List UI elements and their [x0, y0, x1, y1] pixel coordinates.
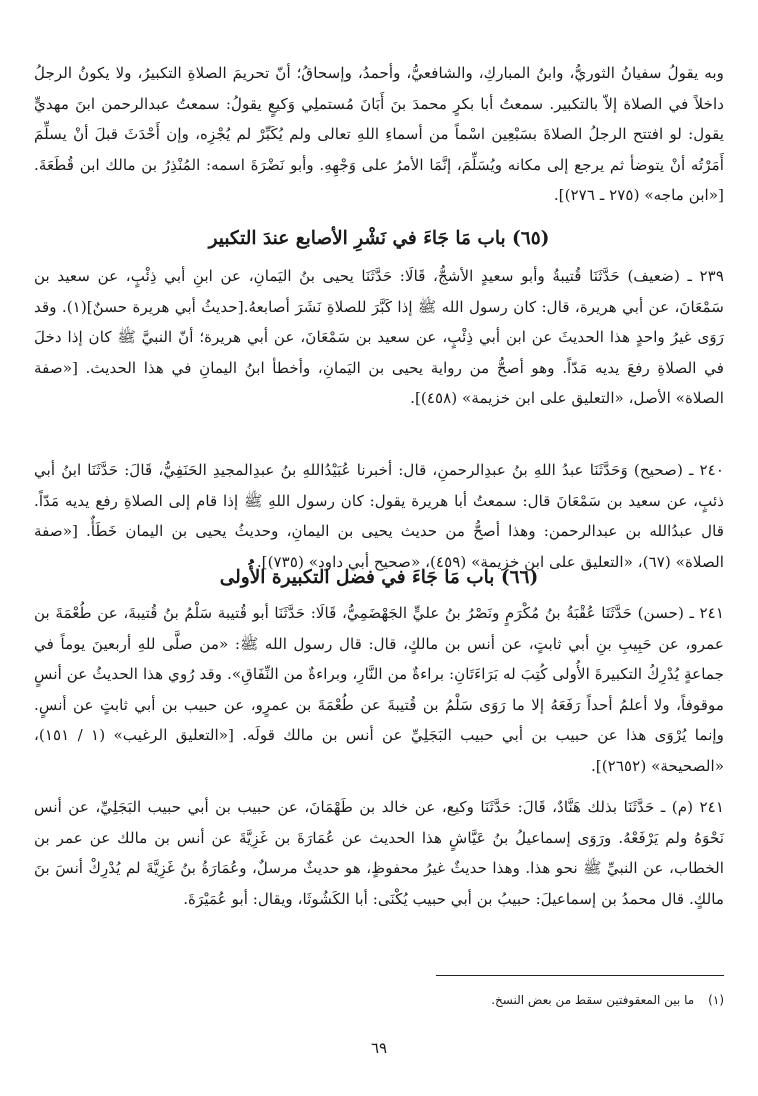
footnote-text: ما بين المعقوفتين سقط من بعض النسخ. [491, 993, 695, 1007]
chapter-66-heading: (٦٦) باب مَا جَاءَ في فضل التكبيرة الأُولى [219, 567, 539, 588]
intro-paragraph: وبه يقولُ سفيانُ الثوريُّ، وابنُ المباركِ، والشافعيُّ، وأحمدُ، وإسحاقُ؛ أنّ تحريمَ الصلاةِ التكبيرُ، ولا يكونُ الرجلُ داخلاً في الصلاة إلاّ بالتكبير. سمعتُ أبا بكرٍ محمدَ بنَ أَبَانَ مُستملِي وَكيعٍ يقولُ: سمعتُ عبدالرحمن ابنَ مهديٍّ يقول: لو افتتح الرجلُ الصلاةَ بسَبْعِين اسْماً من أسماءِ اللهِ تعالى ولم يُكَبِّرْ لم يُجْزِه، وإن أَحْدَثَ قبلَ أنْ يسلِّمَ أَمَرْتُه أنْ يتوضأ ثم يرجع إلى مكانه ويُسَلِّمَ، إنَّمَا الأمرُ على وَجْهِهِ. وأبو نَضْرَةَ اسمه: المُنْذِرُ بن مالك ابن قُطَعَةَ. [«ابن ماجه» (٢٧٥ ـ ٢٧٦)]. [34, 64, 724, 204]
page-number: ٦٩ [370, 1039, 388, 1057]
hadith-241m-paragraph: ٢٤١ (م) ـ حَدَّثَنَا بذلك هَنَّادٌ، قَالَ: حَدَّثَنَا وكيع، عن خالد بن طَهْمَانَ، عن حبيب بن أبي حبيب البَجَلِيِّ، عن أنس نَحْوَهُ ولم يَرْفَعْهُ. ورَوَى إسماعيلُ بنُ عَيَّاشٍ هذا الحديث عن عُمَارَةَ بن غَزِيَّةَ عن أنس بن مالك عن عمر بن الخطاب، عن النبيِّ ﷺ نحو هذا. وهذا حديثٌ غيرُ محفوظٍ، هو حديثٌ مرسلٌ، وعُمَارَةُ بنُ غَزِيَّةَ لم يُدْرِكْ أنسَ بنَ مالكٍ. قال محمدُ بن إسماعيلَ: حبيبُ بن أبي حبيب يُكْنَى: أبا الكَشُوثَا، ويقال: أبو عُمَيْرَةَ. [34, 798, 724, 908]
footnote [34, 988, 724, 1012]
chapter-65-heading: (٦٥) باب مَا جَاءَ في نَشْرِ الأصابع عندَ التكبير [208, 228, 550, 249]
footnote-divider [436, 975, 724, 976]
hadith-241-paragraph: ٢٤١ ـ (حسن) حَدَّثَنَا عُقْبَةُ بنُ مُكْرَمٍ ونَصْرُ بنُ عليٍّ الجَهْضَمِيُّ، قَالَا: حَدَّثَنَا أبو قُتيبة سَلْمُ بنُ قُتيبةَ، عن طُعْمَةَ بن عمرو، عن حَبِيبِ بنِ أبي ثابتٍ، عن أنس بن مالكٍ، قال: قال رسول الله ﷺ: «من صلَّى للهِ أربعينَ يوماً في جماعةٍ يُدْرِكُ التكبيرةَ الأُولى كُتِبَ له بَرَاءَتَانِ: براءةٌ من النَّارِ، وبراءةٌ من النِّفَاقِ». وقد رُوي هذا الحديثُ عن أنسٍ موقوفاً، ولا أعلمُ أحداً رَفَعَهُ إلا ما رَوَى سَلْمُ بن قُتيبةَ عن طُعْمَةَ بن عمرٍو، عن حبيب بن أبي ثابتٍ عن أنسٍ. وإنما يُرْوَى هذا عن حبيب بن أبي حبيب البَجَلِيِّ عن أنس بن مالك قولَه. [«التعليق الرغيب» (١ / ١٥١)، «الصحيحة» (٢٦٥٢)]. [34, 604, 724, 775]
hadith-240-paragraph: ٢٤٠ ـ (صحيح) وَحَدَّثَنَا عبدُ اللهِ بنُ عبدِالرحمنِ، قال: أخبرنا عُبَيْدُاللهِ بنُ عبدِالمجيدِ الحَنَفِيُّ، قَالَ: حَدَّثَنَا ابنُ أبي ذئبٍ، عن سعيد بن سَمْعَانَ قال: سمعتُ أبا هريرة يقول: كان رسول اللهِ ﷺ إذا قام إلى الصلاةِ رفع يديه مَدّاً. قال عبدُالله بن عبدالرحمن: وهذا أصحُّ من حديث يحيى بن اليمانِ، وحديثُ يحيى بن اليمان خَطَأٌ. [«صفة الصلاة» (٦٧)، «التعليق على ابن خزيمة» (٤٥٩)، «صحيح أبي داود» (٧٣٥)]. [34, 461, 724, 571]
footnote-marker: (١) [708, 993, 724, 1007]
hadith-239-paragraph: ٢٣٩ ـ (ضعيف) حَدَّثَنَا قُتيبةُ وأبو سعيدٍ الأشجُّ، قَالَا: حَدَّثَنَا يحيى بنُ اليَمانِ، عن ابنِ أبي ذِئْبٍ، عن سعيد بن سَمْعَانَ، عن أبي هريرة، قال: كان رسول الله ﷺ إذا كَبَّرَ للصلاةِ نَشَرَ أصابعهُ.[حديثُ أبي هريرة حسنٌ](١). وقد رَوَى غيرُ واحدٍ هذا الحديثَ عن ابن أبي ذِئْبٍ، عن سعيد بن سَمْعَانَ، عن أبي هريرة؛ أنّ النبيَّ ﷺ كان إذا دخلَ في الصلاةِ رفعَ يديه مَدّاً. وهو أصحُّ من رواية يحيى بن اليَمانِ، وأخطأ ابنُ اليمانِ في هذا الحديث. [«صفة الصلاة» الأصل، «التعليق على ابن خزيمة» (٤٥٨)]. [34, 267, 724, 407]
